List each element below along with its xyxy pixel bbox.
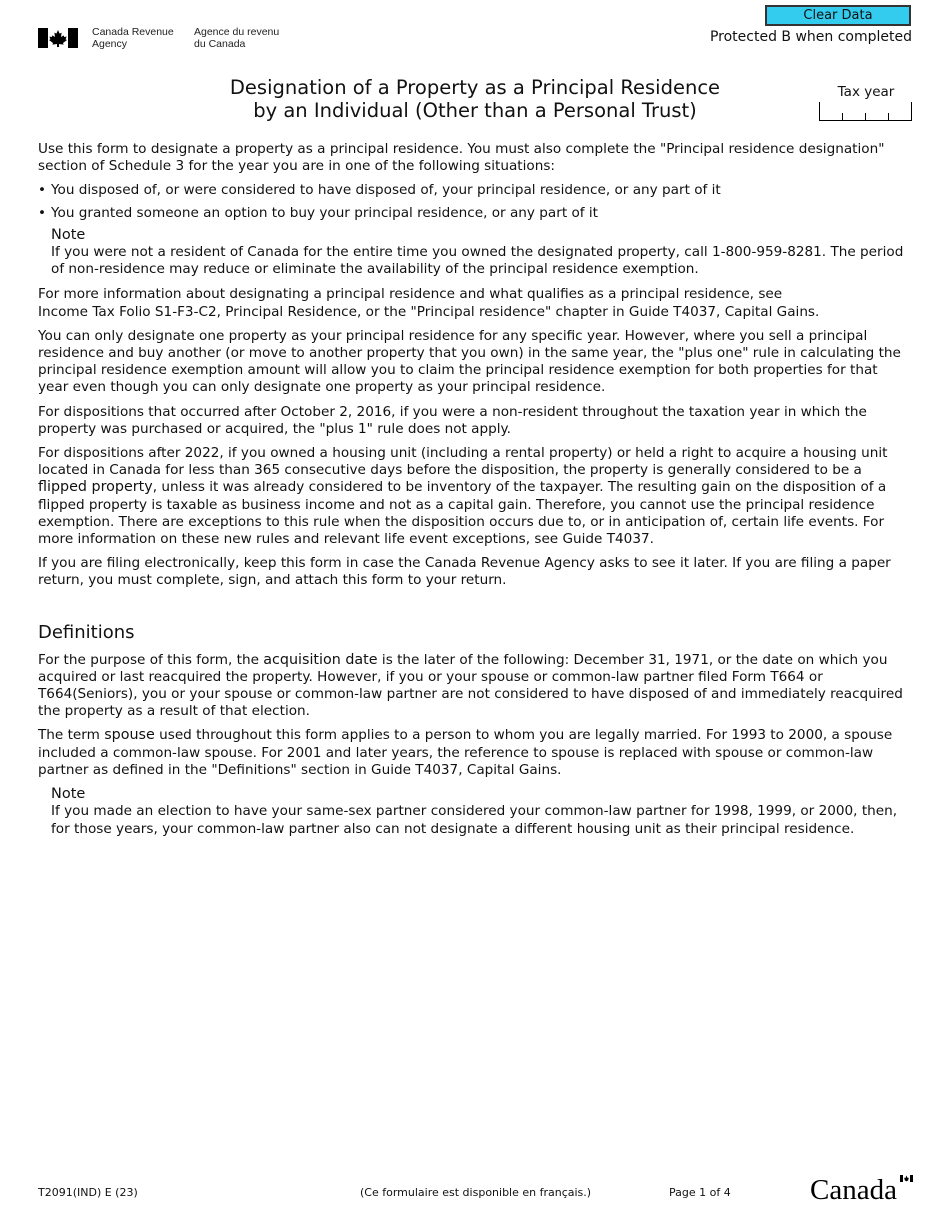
situation-list xyxy=(38,182,912,221)
bullet-text: You granted someone an option to buy your principal residence, or any part of it xyxy=(51,204,599,221)
note-text: If you made an election to have your same-sex partner considered your common-law partner for 1998, 1999, or 2000, then, for those years, your common-law partner also can not designate a different housing unit as their principal residence. xyxy=(51,803,898,837)
form-code: T2091(IND) E (23) xyxy=(38,1186,138,1199)
wordmark-text: Canada xyxy=(810,1174,897,1203)
page-title xyxy=(130,76,820,122)
flipped-property-term: flipped property xyxy=(38,479,153,496)
protected-b-label: Protected B when completed xyxy=(709,29,912,45)
canada-flag-icon xyxy=(38,28,78,48)
title-line2: by an Individual (Other than a Personal Trust) xyxy=(253,99,697,122)
tax-year-label: Tax year xyxy=(837,84,895,100)
one-property-paragraph: You can only designate one property as your principal residence for any specific year. However, where you sell a principal residence and buy another (or move to another property that you own) in the same year, the "plus one" rule in calculating the principal residence exemption amount will allow you to claim the principal residence exemption for both properties for that year even though you can only designate one property as your principal residence. xyxy=(38,327,901,396)
note-text: If you were not a resident of Canada for the entire time you owned the designated property, call 1-800-959-8281. The period of non-residence may reduce or eliminate the availability of the principal residence exemption. xyxy=(51,244,904,278)
note-heading: Note xyxy=(51,226,86,243)
form-content xyxy=(38,141,912,846)
spouse-paragraph xyxy=(38,727,912,779)
list-item xyxy=(38,205,912,222)
note-heading: Note xyxy=(51,786,86,803)
more-info-line1: For more information about designating a principal residence and what qualifies as a principal residence, see xyxy=(38,286,783,303)
flipped-property-paragraph xyxy=(38,445,912,548)
same-sex-partner-note xyxy=(51,786,912,838)
spouse-text-a: The term xyxy=(38,727,105,744)
agency-en-line2: Agency xyxy=(92,37,128,50)
list-item xyxy=(38,182,912,199)
bullet-text: You disposed of, or were considered to have disposed of, your principal residence, or any part of it xyxy=(51,182,721,199)
flipped-text-a: For dispositions after 2022, if you owned a housing unit (including a rental property) or held a right to acquire a housing unit located in Canada for less than 365 consecutive days before the disposition, the property is generally considered to be a xyxy=(38,445,888,479)
bullet-icon: • xyxy=(38,204,47,221)
page-number: Page 1 of 4 xyxy=(669,1186,731,1199)
agency-fr-line2: du Canada xyxy=(194,37,246,50)
intro-paragraph: Use this form to designate a property as a principal residence. You must also complete the "Principal residence designation" section of Schedule 3 for the year you are in one of the following situations: xyxy=(38,141,885,175)
clear-data-button[interactable]: Clear Data xyxy=(765,5,911,26)
acq-text-a: For the purpose of this form, the xyxy=(38,651,264,668)
title-line1: Designation of a Property as a Principal Residence xyxy=(229,76,721,99)
non-resident-note xyxy=(51,227,912,279)
acquisition-date-paragraph xyxy=(38,652,912,721)
flipped-text-b: , unless it was already considered to be inventory of the taxpayer. The resulting gain on the disposition of a flipped property is taxable as business income and not as a capital gain. Therefore, you cannot use the principal residence exemption. There are exceptions to this rule when the disposition occurs due to, or in anticipation of, certain life events. For more information on these new rules and relevant life event exceptions, see Guide T4037. xyxy=(38,479,887,548)
filing-electronically-paragraph: If you are filing electronically, keep this form in case the Canada Revenue Agency asks to see it later. If you are filing a paper return, you must complete, sign, and attach this form to your return. xyxy=(38,555,891,589)
more-info-paragraph xyxy=(38,286,912,320)
acquisition-date-term: acquisition date xyxy=(263,651,378,668)
agency-en-line1: Canada Revenue xyxy=(92,26,174,38)
agency-name-french xyxy=(194,27,279,50)
agency-fr-line1: Agence du revenu xyxy=(194,26,280,38)
tax-year-input[interactable] xyxy=(819,102,912,121)
acq-text-b: is the later of the following: December 31, 1971, or the date on which you acquired or last reacquired the property. However, if you or your spouse or common-law partner filed Form T664 or T664(Seniors), you or your spouse or common-law partner are not considered to have disposed of and immediately reacquired the property as a result of that election. xyxy=(38,651,903,720)
spouse-term: spouse xyxy=(104,727,155,744)
more-info-line2: Income Tax Folio S1-F3-C2, Principal Residence, or the "Principal residence" chapter in Guide T4037, Capital Gains. xyxy=(38,303,820,320)
spouse-text-b: used throughout this form applies to a person to whom you are legally married. For 1993 to 2000, a spouse included a common-law spouse. For 2001 and later years, the reference to spouse is replaced with spouse or common-law partner as defined in the "Definitions" section in Guide T4037, Capital Gains. xyxy=(38,727,893,778)
october-2016-paragraph: For dispositions that occurred after October 2, 2016, if you were a non-resident throughout the taxation year in which the property was purchased or acquired, the "plus 1" rule does not apply. xyxy=(38,403,867,437)
canada-wordmark-logo xyxy=(810,1173,914,1203)
bullet-icon: • xyxy=(38,182,47,199)
agency-name-english xyxy=(92,27,174,50)
french-availability-note: (Ce formulaire est disponible en français.) xyxy=(360,1186,592,1199)
definitions-heading: Definitions xyxy=(38,621,135,643)
